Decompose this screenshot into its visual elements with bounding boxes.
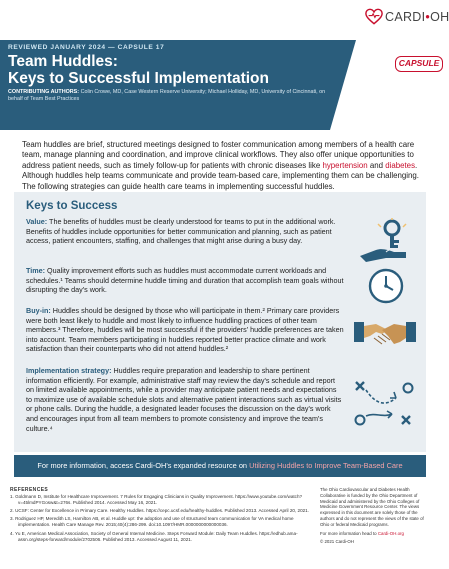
contrib-label: CONTRIBUTING AUTHORS: (8, 89, 80, 95)
strategy-play-icon (352, 378, 418, 430)
title-line-2: Keys to Successful Implementation (8, 70, 269, 87)
hypertension-link[interactable]: hypertension (322, 160, 368, 170)
intro-paragraph (22, 140, 422, 192)
resource-banner (14, 455, 426, 477)
capsule-badge: CAPSULE (395, 56, 443, 72)
contributing-authors (8, 89, 328, 103)
intro-text-1: Team huddles are brief, structured meetings designed to foster communication among members of a health care team, manage planning and coordination, and improve clinical workflows. They also offer unique opportunities to address patient needs, such as timely follow-up for patients with chronic diseases like (22, 140, 415, 170)
references-title: REFERENCES (10, 487, 49, 493)
time-lead: Time: (26, 266, 46, 275)
resource-link[interactable]: Utilizing Huddles to Improve Team-Based Care (249, 461, 403, 470)
copyright: © 2021 Cardi-OH (320, 539, 354, 545)
header-band-edge (330, 40, 356, 130)
clock-icon (368, 268, 404, 304)
time-text: Quality improvement efforts such as huddles must accommodate current workloads and schedules.¹ Teams should determine huddle timing and duration that accomplish team goals without disrupting the day's work. (26, 266, 344, 295)
hand-key-icon (356, 218, 412, 262)
review-date: REVIEWED JANUARY 2024 — CAPSULE 17 (8, 44, 165, 51)
page-title (8, 53, 328, 87)
buy-in-block (26, 306, 344, 354)
keys-to-success-section (14, 192, 426, 452)
header (0, 0, 449, 130)
funding-note (320, 487, 430, 545)
time-block (26, 266, 344, 295)
value-text: The benefits of huddles must be clearly understood for teams to put in the additional work. Benefits of huddles include opportunities for better communication and planning, such as patient access, patient encounters, staffing, and challenges that might arise during a busy day. (26, 217, 336, 246)
implementation-block (26, 366, 344, 433)
cardi-oh-site-link[interactable]: Cardi-OH.org (377, 530, 404, 536)
intro-text-3: . Although huddles help teams communicate and provide team-based care, implementing them can be challenging. The following strategies can guide health care teams in implementing successful huddles. (22, 160, 419, 191)
buy-in-text: Huddles should be designed by those who will participate in them.² Primary care providers were both least likely to huddle and most likely to influence huddling practices of other team members.³ Therefore, huddles will be most successful if the providers' huddle preferences are taken into account. Team members participating in huddles reported better practice climate and work satisfaction than their counterparts who did not attend huddles.² (26, 306, 344, 354)
reference-item: 4. Yu E, American Medical Association, Society of General Internal Medicine. Steps Forward Module: Daily Team Huddles. https://edhub.ama-assn.org/steps-forward/module/2702506. Published 2013. Accessed August 11, 2021. (10, 530, 298, 542)
implementation-text: Huddles require preparation and leadership to share pertinent information efficiently. For example, administrative staff may review the day's schedule and report on limited available appointments, while a provider may anticipate patient needs and expectations to maximize use of available schedule slots and alternative patient interactions such as virtual visits or phone calls. During the huddle, a designated leader focuses the discussion on the day's work and encourages input from all team members to promote consistency and improve the team's culture.⁴ (26, 366, 342, 433)
logo-name-left: CARDI (385, 10, 426, 24)
logo-name-right: OH (430, 10, 449, 24)
contrib-text: Colin Crowe, MD, Case Western Reserve University; Michael Holliday, MD, University of Cincinnati, on behalf of Team Best Practices (8, 89, 326, 103)
value-lead: Value: (26, 217, 48, 226)
heart-icon (365, 8, 383, 25)
reference-item: 3. Rodriguez HP, Meredith LS, Hamilton AB, et al. Huddle up!: the adoption and use of structured team communication for VA medical home implementation. Health Care Manage Rev. 2015;40(4):286-299. doi:10.1097/HMR.0000000000000036. (10, 516, 294, 528)
logo-dot: • (425, 10, 431, 24)
implementation-lead: Implementation strategy: (26, 366, 112, 375)
intro-text-2: and (367, 160, 386, 170)
section-title: Keys to Success (26, 200, 118, 212)
handshake-icon (354, 316, 416, 354)
references-list (10, 494, 310, 545)
diabetes-link[interactable]: diabetes (385, 160, 416, 170)
resource-banner-text: For more information, access Cardi-OH's expanded resource on (37, 461, 250, 470)
title-line-1: Team Huddles: (8, 53, 118, 70)
more-info-label: For more information head to (320, 530, 378, 536)
logo-wordmark (385, 10, 449, 24)
reference-item: 1. Goldmann D, Institute for Healthcare Improvement. 7 Rules for Engaging Clinicians in Quality Improvement. https://www.youtube.com/watch?v=45lmdPYGosw&t=276s. Published 2014. Accessed May 16, 2021. (10, 494, 303, 505)
funding-text: The Ohio Cardiovascular and Diabetes Health Collaborative is funded by the Ohio Department of Medicaid and administered by the Ohio Colleges of Medicine Government Resource Center. The views expressed in this document are solely those of the authors and do not represent the views of the state of Ohio or federal Medicaid programs. (320, 487, 424, 527)
cardi-oh-logo (365, 8, 449, 72)
reference-item: 2. UCSF: Center for Excellence in Primary Care. Healthy Huddles. https://cepc.ucsf.edu/healthy-huddles. Published 2013. Accessed April 20, 2021. (10, 508, 310, 514)
value-block (26, 217, 344, 246)
buy-in-lead: Buy-in: (26, 306, 51, 315)
more-info (320, 531, 430, 537)
